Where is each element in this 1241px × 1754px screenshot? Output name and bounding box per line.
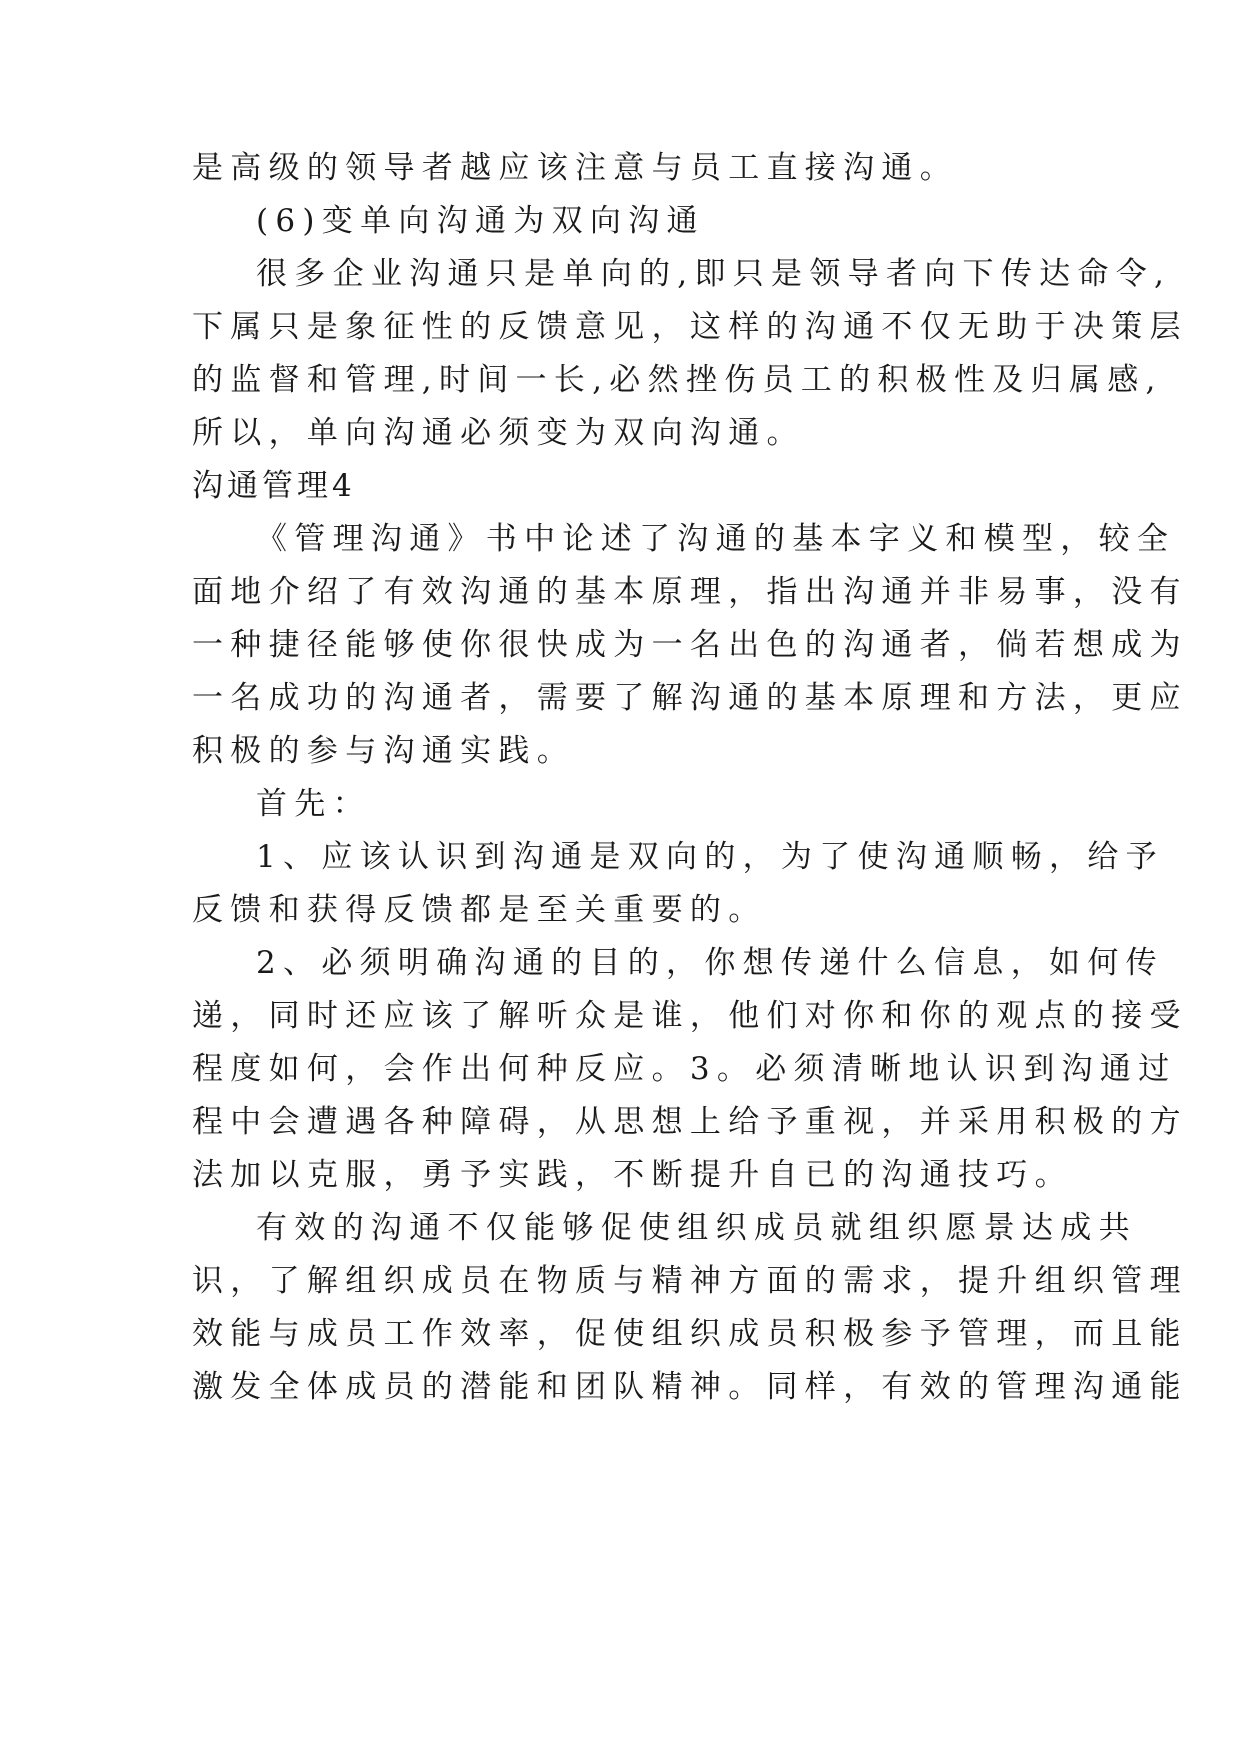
text-line: 《管理沟通》书中论述了沟通的基本字义和模型，较全 [256, 521, 1176, 557]
section-title: 沟通管理4 [192, 468, 356, 504]
text-line: 面地介绍了有效沟通的基本原理，指出沟通并非易事，没有 [192, 574, 1188, 610]
text-line: 识，了解组织成员在物质与精神方面的需求，提升组织管理 [192, 1263, 1188, 1299]
text-line: 递，同时还应该了解听众是谁，他们对你和你的观点的接受 [192, 998, 1188, 1034]
text-line: 程度如何，会作出何种反应。3。必须清晰地认识到沟通过 [192, 1051, 1177, 1087]
text-line: 所以，单向沟通必须变为双向沟通。 [192, 415, 805, 451]
text-line: 激发全体成员的潜能和团队精神。同样，有效的管理沟通能 [192, 1369, 1188, 1405]
text-line: 法加以克服，勇予实践，不断提升自已的沟通技巧。 [192, 1157, 1073, 1193]
text-line: 下属只是象征性的反馈意见，这样的沟通不仅无助于决策层 [192, 309, 1188, 345]
text-line: 反馈和获得反馈都是至关重要的。 [192, 892, 767, 928]
section-heading: (6)变单向沟通为双向沟通 [256, 203, 705, 239]
text-line: 一种捷径能够使你很快成为一名出色的沟通者，倘若想成为 [192, 627, 1188, 663]
text-line: 一名成功的沟通者，需要了解沟通的基本原理和方法，更应 [192, 680, 1188, 716]
text-line: 很多企业沟通只是单向的,即只是领导者向下传达命令, [256, 256, 1172, 292]
text-line: 首先： [256, 786, 371, 822]
text-line: 的监督和管理,时间一长,必然挫伤员工的积极性及归属感, [192, 362, 1163, 398]
text-line: 效能与成员工作效率，促使组织成员积极参予管理，而且能 [192, 1316, 1188, 1352]
text-line: 1、应该认识到沟通是双向的，为了使沟通顺畅，给予 [256, 839, 1164, 875]
text-line: 程中会遭遇各种障碍，从思想上给予重视，并采用积极的方 [192, 1104, 1188, 1140]
text-line: 有效的沟通不仅能够促使组织成员就组织愿景达成共 [256, 1210, 1137, 1246]
text-line: 是高级的领导者越应该注意与员工直接沟通。 [192, 150, 958, 186]
text-line: 积极的参与沟通实践。 [192, 733, 575, 769]
text-line: 2、必须明确沟通的目的，你想传递什么信息，如何传 [256, 945, 1164, 981]
